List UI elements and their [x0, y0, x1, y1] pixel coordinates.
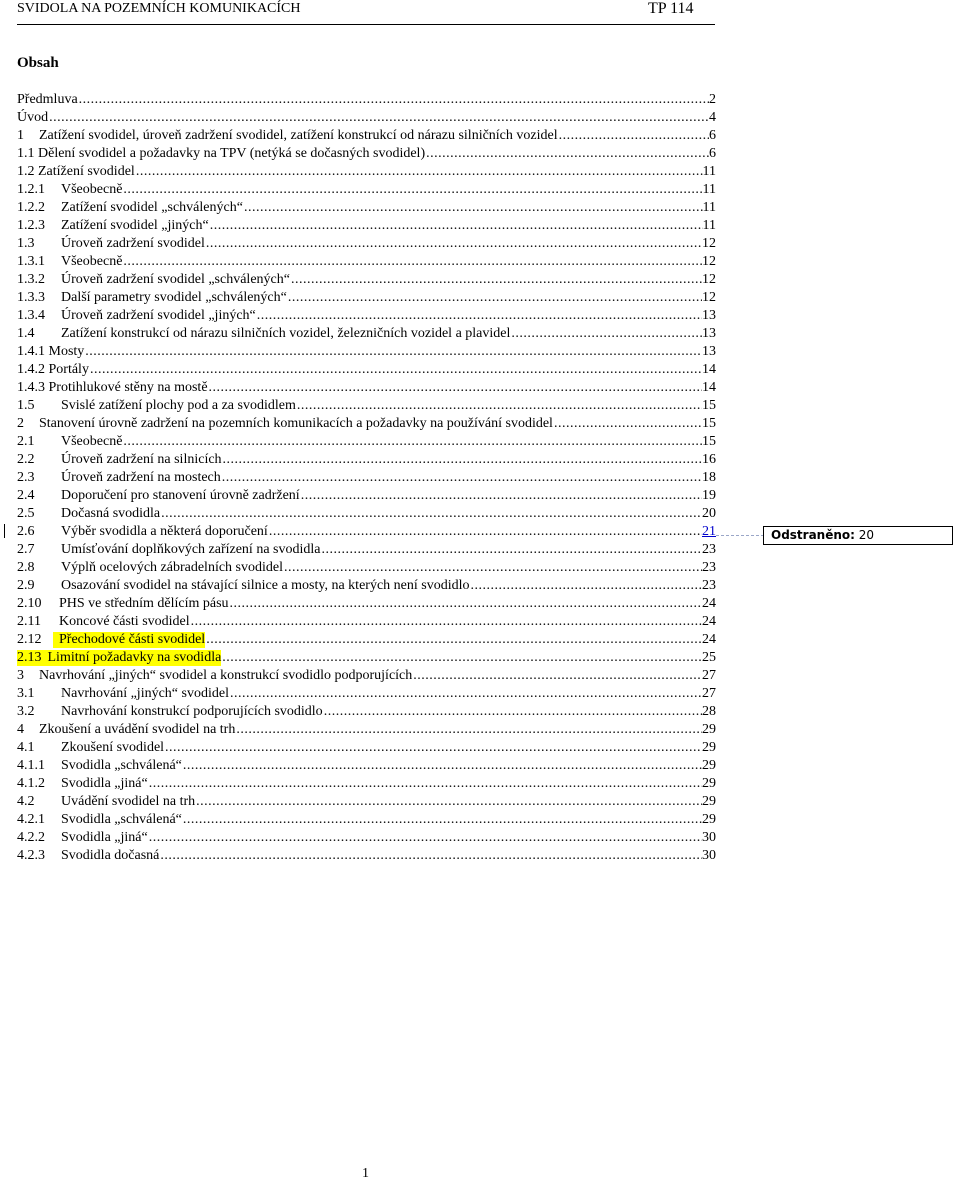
toc-entry-text: Úroveň zadržení na mostech	[61, 470, 221, 485]
toc-entry-number: 1.3.4	[17, 308, 45, 323]
toc-entry-page: 11	[702, 200, 716, 215]
toc-entry-text: Zatížení svodidel „jiných“	[61, 218, 209, 233]
toc-entry-leader	[222, 452, 702, 468]
toc-entry-leader	[235, 722, 702, 738]
toc-entry[interactable]	[17, 288, 716, 306]
toc-entry-text: Všeobecně	[61, 182, 123, 197]
toc-entry-page: 12	[702, 254, 716, 269]
toc-entry-page: 13	[702, 326, 716, 341]
toc-entry[interactable]	[17, 684, 716, 702]
toc-entry-text: 1.4.2 Portály	[17, 362, 89, 377]
toc-entry-page: 6	[709, 146, 716, 161]
toc-entry-text: Svodidla „schválená“	[61, 812, 182, 827]
toc-entry-number: 1	[17, 128, 24, 143]
toc-entry-number: 2.11	[17, 614, 41, 629]
toc-entry[interactable]	[17, 126, 716, 144]
toc-entry[interactable]	[17, 360, 716, 378]
toc-entry[interactable]	[17, 558, 716, 576]
toc-entry-leader	[300, 488, 702, 504]
toc-entry[interactable]	[17, 666, 716, 684]
toc-entry-number: 1.3.3	[17, 290, 45, 305]
toc-entry-leader	[182, 758, 702, 774]
toc-entry-page: 12	[702, 272, 716, 287]
toc-entry-page: 27	[702, 686, 716, 701]
toc-entry[interactable]	[17, 720, 716, 738]
toc-entry[interactable]	[17, 306, 716, 324]
toc-entry-leader	[268, 524, 702, 540]
toc-entry-number: 2	[17, 416, 24, 431]
toc-entry-leader	[553, 416, 702, 432]
revision-comment-value: 20	[858, 528, 875, 542]
toc-entry-leader	[229, 596, 702, 612]
toc-entry-page: 19	[702, 488, 716, 503]
toc-entry-leader	[296, 398, 702, 414]
toc-entry-number: 3	[17, 668, 24, 683]
toc-entry-page: 23	[702, 542, 716, 557]
toc-entry-leader	[148, 830, 702, 846]
toc-entry-page: 15	[702, 434, 716, 449]
toc-entry-page: 27	[702, 668, 716, 683]
toc-entry[interactable]	[17, 630, 716, 648]
toc-entry-leader	[229, 686, 702, 702]
toc-entry-leader	[283, 560, 702, 576]
toc-entry-leader	[89, 362, 702, 378]
toc-entry-text: Zkoušení a uvádění svodidel na trh	[39, 722, 236, 737]
toc-entry[interactable]	[17, 540, 716, 558]
toc-entry-leader	[412, 668, 702, 684]
toc-entry-number: 3.2	[17, 704, 35, 719]
toc-entry-number: 1.2.2	[17, 200, 45, 215]
toc-entry[interactable]	[17, 810, 716, 828]
toc-entry-text: Výplň ocelových zábradelních svodidel	[61, 560, 283, 575]
toc-entry-number: 4.1.1	[17, 758, 45, 773]
toc-entry-text: Svodidla dočasná	[61, 848, 160, 863]
toc-entry[interactable]	[17, 828, 716, 846]
toc-entry-number: 2.12	[17, 632, 42, 647]
toc-entry-leader	[290, 272, 702, 288]
toc-entry-leader	[160, 506, 702, 522]
toc-entry-number: 4	[17, 722, 24, 737]
toc-entry-page: 12	[702, 236, 716, 251]
toc-entry-text: Předmluva	[17, 92, 78, 107]
toc-entry-leader	[164, 740, 702, 756]
toc-entry[interactable]	[17, 180, 716, 198]
table-of-contents	[17, 90, 716, 864]
toc-entry-page: 29	[702, 740, 716, 755]
toc-entry-page: 15	[702, 416, 716, 431]
header-document-title: SVIDOLA NA POZEMNÍCH KOMUNIKACÍCH	[17, 1, 301, 16]
toc-entry-page: 23	[702, 578, 716, 593]
toc-entry-page: 20	[702, 506, 716, 521]
toc-entry[interactable]	[17, 378, 716, 396]
toc-entry[interactable]	[17, 450, 716, 468]
toc-entry-number: 2.2	[17, 452, 35, 467]
toc-entry-number: 2.4	[17, 488, 35, 503]
page-number: 1	[362, 1166, 369, 1181]
header-divider	[17, 24, 715, 25]
toc-entry-number: 4.2.1	[17, 812, 45, 827]
toc-entry-leader	[190, 614, 702, 630]
toc-entry[interactable]	[17, 270, 716, 288]
toc-entry-text: Úroveň zadržení svodidel	[61, 236, 205, 251]
toc-entry[interactable]	[17, 234, 716, 252]
toc-entry-number: 2.8	[17, 560, 35, 575]
toc-entry-number: 1.4	[17, 326, 35, 341]
toc-entry[interactable]	[17, 594, 716, 612]
toc-entry-number: 4.2.2	[17, 830, 45, 845]
toc-entry-page: 29	[702, 794, 716, 809]
toc-entry-page: 15	[702, 398, 716, 413]
toc-entry-page: 30	[702, 848, 716, 863]
toc-entry-text: Úroveň zadržení svodidel „schválených“	[61, 272, 290, 287]
toc-entry-text: Úroveň zadržení na silnicích	[61, 452, 222, 467]
toc-entry-number: 2.5	[17, 506, 35, 521]
toc-entry-page: 11	[702, 218, 716, 233]
toc-entry[interactable]	[17, 612, 716, 630]
toc-entry-page: 29	[702, 722, 716, 737]
toc-entry-text: Navrhování „jiných“ svodidel a konstrukcí svodidlo podporujících	[39, 668, 413, 683]
toc-entry-text: Svodidla „schválená“	[61, 758, 182, 773]
toc-entry-page: 4	[709, 110, 716, 125]
toc-entry[interactable]	[17, 846, 716, 864]
toc-entry-number: 2.7	[17, 542, 35, 557]
toc-entry[interactable]	[17, 162, 716, 180]
toc-entry-text: Všeobecně	[61, 254, 123, 269]
toc-entry-text: Úvod	[17, 110, 49, 125]
revision-comment-label: Odstraněno:	[771, 528, 855, 542]
toc-entry-number: 4.1.2	[17, 776, 45, 791]
toc-entry-text: Další parametry svodidel „schválených“	[61, 290, 287, 305]
toc-entry-number: 2.1	[17, 434, 35, 449]
toc-entry-page: 11	[702, 182, 716, 197]
toc-entry-leader	[148, 776, 702, 792]
toc-entry-number: 2.6	[17, 524, 35, 539]
toc-entry-page: 13	[702, 308, 716, 323]
revision-comment-balloon[interactable]	[763, 526, 953, 545]
toc-entry-number: 1.2.1	[17, 182, 45, 197]
toc-entry-text: Doporučení pro stanovení úrovně zadržení	[61, 488, 300, 503]
toc-entry-leader	[510, 326, 702, 342]
change-bar	[4, 524, 5, 538]
toc-entry[interactable]	[17, 198, 716, 216]
toc-entry-text: Svodidla „jiná“	[61, 830, 148, 845]
toc-entry-text: Zatížení svodidel „schválených“	[61, 200, 243, 215]
toc-entry-leader	[470, 578, 703, 594]
toc-entry-page: 29	[702, 812, 716, 827]
toc-entry[interactable]	[17, 702, 716, 720]
toc-entry-page: 24	[702, 596, 716, 611]
toc-entry[interactable]	[17, 144, 716, 162]
toc-entry-page: 21	[702, 524, 716, 539]
toc-entry-leader	[205, 236, 702, 252]
toc-entry-leader	[287, 290, 702, 306]
toc-entry[interactable]	[17, 756, 716, 774]
comment-connector	[716, 535, 764, 537]
toc-entry-text: Svislé zatížení plochy pod a za svodidlem	[61, 398, 296, 413]
toc-entry-text: Zkoušení svodidel	[61, 740, 165, 755]
toc-entry-number: 2.3	[17, 470, 35, 485]
toc-entry[interactable]	[17, 576, 716, 594]
toc-entry[interactable]	[17, 396, 716, 414]
toc-entry[interactable]	[17, 738, 716, 756]
toc-entry-page: 12	[702, 290, 716, 305]
toc-entry[interactable]	[17, 324, 716, 342]
toc-entry-page: 6	[709, 128, 716, 143]
toc-entry-text: 1.4.1 Mosty	[17, 344, 85, 359]
toc-entry-text: Úroveň zadržení svodidel „jiných“	[61, 308, 256, 323]
toc-entry-leader	[256, 308, 702, 324]
toc-entry-leader	[425, 146, 709, 162]
toc-entry-leader	[323, 704, 702, 720]
toc-entry-page: 24	[702, 614, 716, 629]
toc-entry[interactable]	[17, 252, 716, 270]
toc-entry-text: Limitní požadavky na svodidla	[42, 650, 222, 666]
toc-entry-leader	[48, 110, 709, 126]
toc-entry-number: 1.3.2	[17, 272, 45, 287]
toc-entry[interactable]	[17, 792, 716, 810]
toc-entry-leader	[205, 632, 702, 648]
toc-entry-page: 18	[702, 470, 716, 485]
toc-entry-text: 1.4.3 Protihlukové stěny na mostě	[17, 380, 208, 395]
toc-entry[interactable]	[17, 648, 716, 666]
toc-entry-leader	[122, 254, 702, 270]
toc-entry[interactable]	[17, 342, 716, 360]
toc-entry-page: 29	[702, 776, 716, 791]
toc-entry[interactable]	[17, 504, 716, 522]
toc-entry-leader	[159, 848, 702, 864]
toc-entry-leader	[122, 182, 702, 198]
toc-entry-page: 25	[702, 650, 716, 665]
toc-entry-leader	[243, 200, 703, 216]
toc-entry-leader	[221, 470, 702, 486]
toc-entry-text: 1.2 Zatížení svodidel	[17, 164, 135, 179]
toc-entry-number: 1.3.1	[17, 254, 45, 269]
toc-entry-page: 13	[702, 344, 716, 359]
toc-entry-number: 1.5	[17, 398, 35, 413]
toc-entry-page: 24	[702, 632, 716, 647]
toc-entry[interactable]	[17, 468, 716, 486]
toc-entry-page: 16	[702, 452, 716, 467]
toc-entry-text: Uvádění svodidel na trh	[61, 794, 196, 809]
toc-entry-number: 2.10	[17, 596, 42, 611]
toc-entry-text: Navrhování „jiných“ svodidel	[61, 686, 229, 701]
toc-entry-leader	[221, 650, 702, 666]
toc-entry-page: 28	[702, 704, 716, 719]
toc-entry-number: 1.3	[17, 236, 35, 251]
toc-entry-leader	[558, 128, 709, 144]
toc-entry[interactable]	[17, 90, 716, 108]
toc-entry-number: 4.1	[17, 740, 35, 755]
toc-entry-text: Svodidla „jiná“	[61, 776, 148, 791]
toc-entry-leader	[78, 92, 709, 108]
toc-entry-leader	[195, 794, 702, 810]
toc-entry[interactable]	[17, 486, 716, 504]
toc-entry[interactable]	[17, 108, 716, 126]
toc-entry-text: Zatížení svodidel, úroveň zadržení svodidel, zatížení konstrukcí od nárazu silničních vozidel	[39, 128, 558, 143]
toc-entry-page: 11	[702, 164, 716, 179]
toc-entry-leader	[182, 812, 702, 828]
toc-entry-page: 2	[709, 92, 716, 107]
toc-entry-number: 3.1	[17, 686, 35, 701]
toc-entry[interactable]	[17, 432, 716, 450]
toc-entry-leader	[208, 380, 702, 396]
toc-entry-page: 30	[702, 830, 716, 845]
toc-entry-text: Koncové části svodidel	[59, 614, 190, 629]
toc-entry-text: Výběr svodidla a některá doporučení	[61, 524, 268, 539]
toc-entry-text: Osazování svodidel na stávající silnice a mosty, na kterých není svodidlo	[61, 578, 470, 593]
toc-entry-text: 1.1 Dělení svodidel a požadavky na TPV (netýká se dočasných svodidel)	[17, 146, 426, 161]
toc-entry-page: 14	[702, 380, 716, 395]
toc-entry[interactable]	[17, 216, 716, 234]
toc-entry-text: Všeobecně	[61, 434, 123, 449]
toc-entry-text: Stanovení úrovně zadržení na pozemních komunikacích a požadavky na používání svodidel	[39, 416, 553, 431]
toc-entry-text: Navrhování konstrukcí podporujících svodidlo	[61, 704, 323, 719]
toc-entry-page: 14	[702, 362, 716, 377]
toc-title: Obsah	[17, 55, 59, 71]
toc-entry-number: 4.2	[17, 794, 35, 809]
toc-entry-number: 2.13	[17, 650, 42, 665]
toc-entry-page: 29	[702, 758, 716, 773]
toc-entry-number: 4.2.3	[17, 848, 45, 863]
toc-entry-text: Zatížení konstrukcí od nárazu silničních vozidel, železničních vozidel a plavidel	[61, 326, 511, 341]
toc-entry-number: 1.2.3	[17, 218, 45, 233]
toc-entry-leader	[135, 164, 703, 180]
toc-entry-text: PHS ve středním dělícím pásu	[59, 596, 229, 611]
toc-entry-text: Dočasná svodidla	[61, 506, 161, 521]
toc-entry-page: 23	[702, 560, 716, 575]
toc-entry-leader	[320, 542, 702, 558]
toc-entry-text: Přechodové části svodidel	[53, 632, 205, 648]
toc-entry-leader	[122, 434, 702, 450]
toc-entry[interactable]	[17, 522, 716, 540]
toc-entry[interactable]	[17, 414, 716, 432]
header-document-code: TP 114	[648, 0, 694, 17]
toc-entry-number: 2.9	[17, 578, 35, 593]
toc-entry[interactable]	[17, 774, 716, 792]
toc-entry-leader	[209, 218, 703, 234]
toc-entry-leader	[84, 344, 702, 360]
toc-entry-text: Umísťování doplňkových zařízení na svodidla	[61, 542, 321, 557]
